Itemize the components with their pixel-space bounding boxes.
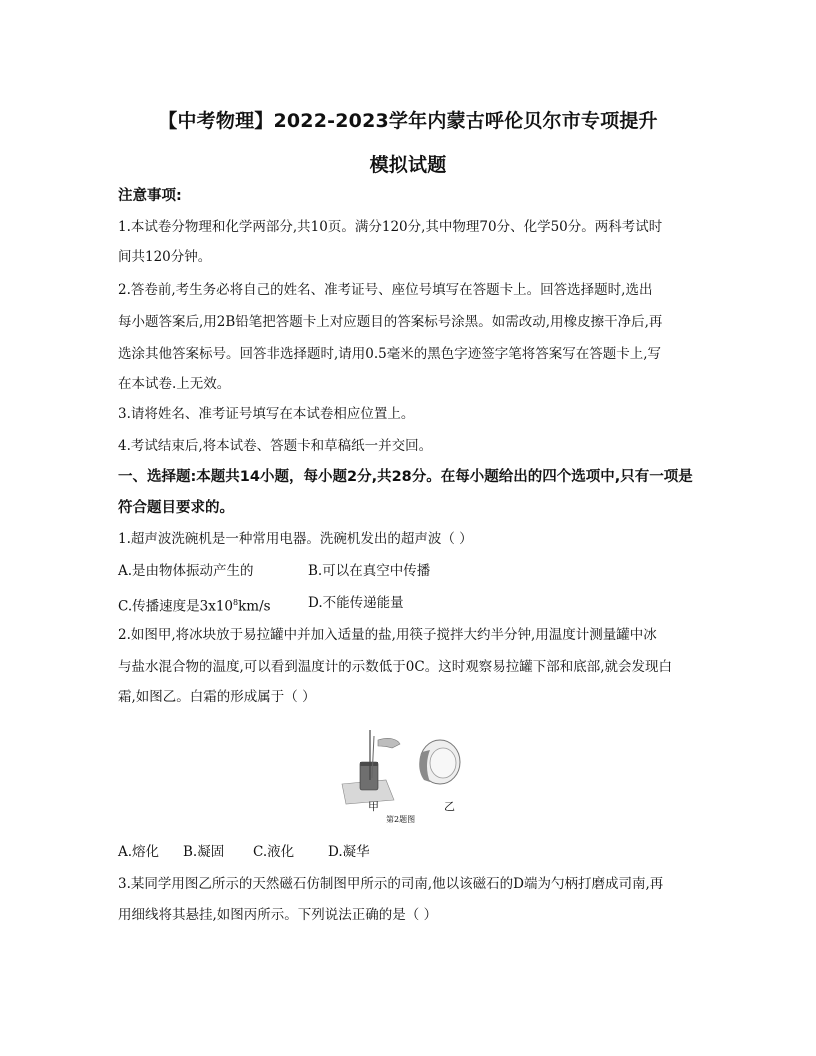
notice-line: 在本试卷.上无效。 (118, 376, 231, 392)
question-3-line: 用细线将其悬挂,如图丙所示。下列说法正确的是（ ） (118, 907, 438, 923)
q2-option-c: C.液化 (253, 844, 295, 860)
question-2-figure (340, 722, 470, 826)
page-title: 【中考物理】2022-2023学年内蒙古呼伦贝尔市专项提升 (158, 110, 658, 132)
q1-option-c: C.传播速度是$3x10^8km/s$ (118, 598, 271, 615)
q1-option-a: A.是由物体振动产生的 (118, 563, 254, 579)
notice-line: 2.答卷前,考生务必将自己的姓名、准考证号、座位号填写在答题卡上。回答选择题时,选出 (118, 282, 653, 298)
question-2-line: 2.如图甲,将冰块放于易拉罐中并加入适量的盐,用筷子搅拌大约半分钟,用温度计测量罐中冰 (118, 627, 657, 643)
q1-option-b: B.可以在真空中传播 (308, 563, 431, 579)
section-heading: 一、选择题:本题共14小题，每小题2分,共28分。在每小题给出的四个选项中,只有一项是 (118, 469, 693, 485)
section-heading-cont: 符合题目要求的。 (118, 500, 234, 516)
page-subtitle: 模拟试题 (369, 154, 447, 176)
q2-option-a: A.熔化 (118, 844, 160, 860)
figure-label-yi: 乙 (444, 800, 455, 813)
question-1-stem: 1.超声波洗碗机是一种常用电器。洗碗机发出的超声波（ ） (118, 531, 473, 547)
notice-line: 3.请将姓名、准考证号填写在本试卷相应位置上。 (118, 406, 415, 422)
notice-heading: 注意事项: (118, 188, 182, 204)
notice-line: 1.本试卷分物理和化学两部分,共10页。满分120分,其中物理70分、化学50分。两科考试时 (118, 219, 663, 235)
notice-line: 4.考试结束后,将本试卷、答题卡和草稿纸一并交回。 (118, 438, 433, 454)
notice-line: 间共120分钟。 (118, 249, 212, 265)
notice-line: 选涂其他答案标号。回答非选择题时,请用0.5毫米的黑色字迹签字笔将答案写在答题卡上,写 (118, 346, 662, 362)
question-2-line: 与盐水混合物的温度,可以看到温度计的示数低于0C。这时观察易拉罐下部和底部,就会发现白 (118, 659, 672, 675)
notice-line: 每小题答案后,用2B铅笔把答题卡上对应题目的答案标号涂黑。如需改动,用橡皮擦干净后,再 (118, 314, 663, 330)
figure-caption: 第2题图 (386, 815, 416, 824)
q2-option-d: D.凝华 (328, 844, 370, 860)
figure-label-jia: 甲 (368, 800, 379, 813)
question-3-line: 3.某同学用图乙所示的天然磁石仿制图甲所示的司南,他以该磁石的D端为勺柄打磨成司南,再 (118, 876, 664, 892)
question-2-line: 霜,如图乙。白霜的形成属于（ ） (118, 689, 316, 705)
q1-option-d: D.不能传递能量 (308, 595, 404, 611)
q2-option-b: B.凝固 (183, 844, 225, 860)
